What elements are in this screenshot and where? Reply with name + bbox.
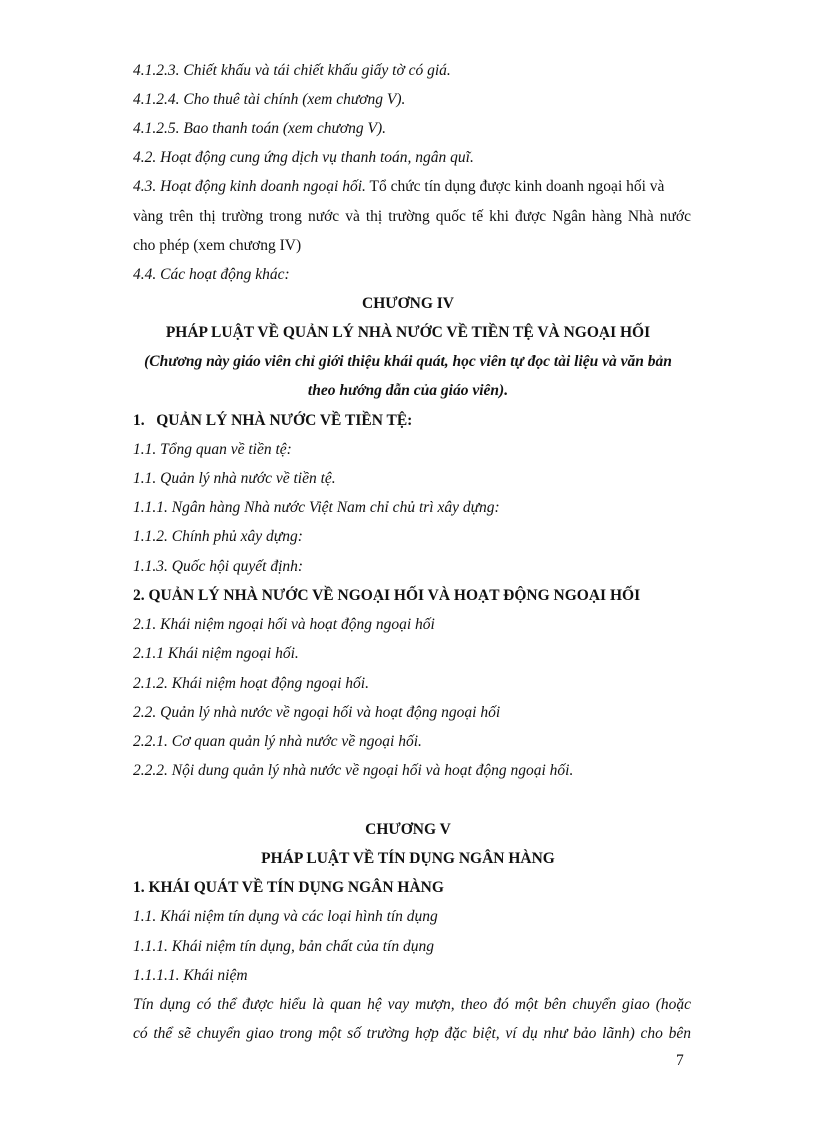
chapter-iv-heading: PHÁP LUẬT VỀ QUẢN LÝ NHÀ NƯỚC VỀ TIỀN TỆ VÀ NGOẠI HỐI [165,324,651,341]
chapter-v-heading: PHÁP LUẬT VỀ TÍN DỤNG NGÂN HÀNG [261,850,555,867]
chapter-iv-note-line-1: (Chương này giáo viên chỉ giới thiệu khái quát, học viên tự đọc tài liệu và văn bản [144,353,672,370]
text-line-2-1-2: 2.1.2. Khái niệm hoạt động ngoại hối. [133,675,369,692]
text-line-2-2-1: 2.2.1. Cơ quan quản lý nhà nước về ngoại hối. [133,733,422,750]
text-line-4-1-2-5: 4.1.2.5. Bao thanh toán (xem chương V). [133,120,387,137]
paragraph-4-3-line-3: cho phép (xem chương IV) [133,237,302,254]
paragraph-4-3-line-1 [133,177,691,197]
text-line-1-1-a: 1.1. Tổng quan về tiền tệ: [133,441,292,458]
chapter-v-section-1-heading: 1. KHÁI QUÁT VỀ TÍN DỤNG NGÂN HÀNG [133,879,444,896]
text-line-1-1-2: 1.1.2. Chính phủ xây dựng: [133,528,303,545]
chapter-iv-note-line-2: theo hướng dẫn của giáo viên). [307,382,509,399]
section-2-heading: 2. QUẢN LÝ NHÀ NƯỚC VỀ NGOẠI HỐI VÀ HOẠT ĐỘNG NGOẠI HỐI [133,587,641,604]
text-line-2-1: 2.1. Khái niệm ngoại hối và hoạt động ngoại hối [133,616,435,633]
paragraph-khai-niem-line-1: Tín dụng có thể được hiểu là quan hệ vay mượn, theo đó một bên chuyển giao (hoặc [133,996,691,1013]
paragraph-khai-niem-line-2: có thể sẽ chuyển giao trong một số trường hợp đặc biệt, ví dụ như bảo lãnh) cho bên [133,1025,691,1042]
section-1-heading: 1. QUẢN LÝ NHÀ NƯỚC VỀ TIỀN TỆ: [133,412,413,429]
text-line-4-4: 4.4. Các hoạt động khác: [133,266,290,283]
text-line-4-1-2-4: 4.1.2.4. Cho thuê tài chính (xem chương V). [133,91,406,108]
text-line-1-1-1: 1.1.1. Ngân hàng Nhà nước Việt Nam chỉ chủ trì xây dựng: [133,499,500,516]
text-line-v-1-1-1-1: 1.1.1.1. Khái niệm [133,967,248,984]
text-line-1-1-b: 1.1. Quản lý nhà nước về tiền tệ. [133,470,336,487]
text-line-2-1-1: 2.1.1 Khái niệm ngoại hối. [133,645,299,662]
chapter-v-title: CHƯƠNG V [365,821,451,838]
text-line-4-1-2-3: 4.1.2.3. Chiết khấu và tái chiết khấu giấy tờ có giá. [133,62,451,79]
chapter-iv-title: CHƯƠNG IV [362,295,454,312]
text-line-2-2-2: 2.2.2. Nội dung quản lý nhà nước về ngoại hối và hoạt động ngoại hối. [133,762,574,779]
text-line-v-1-1-1: 1.1.1. Khái niệm tín dụng, bản chất của tín dụng [133,938,434,955]
heading-4-3: 4.3. Hoạt động kinh doanh ngoại hối. [133,178,366,195]
paragraph-4-3-text: Tổ chức tín dụng được kinh doanh ngoại hối và [365,178,665,195]
text-line-1-1-3: 1.1.3. Quốc hội quyết định: [133,558,304,575]
page-number: 7 [676,1052,684,1069]
text-line-4-2: 4.2. Hoạt động cung ứng dịch vụ thanh toán, ngân quĩ. [133,149,474,166]
text-line-v-1-1: 1.1. Khái niệm tín dụng và các loại hình tín dụng [133,908,438,925]
paragraph-4-3-line-2: vàng trên thị trường trong nước và thị trường quốc tế khi được Ngân hàng Nhà nước [133,208,691,225]
text-line-2-2: 2.2. Quản lý nhà nước về ngoại hối và hoạt động ngoại hối [133,704,501,721]
